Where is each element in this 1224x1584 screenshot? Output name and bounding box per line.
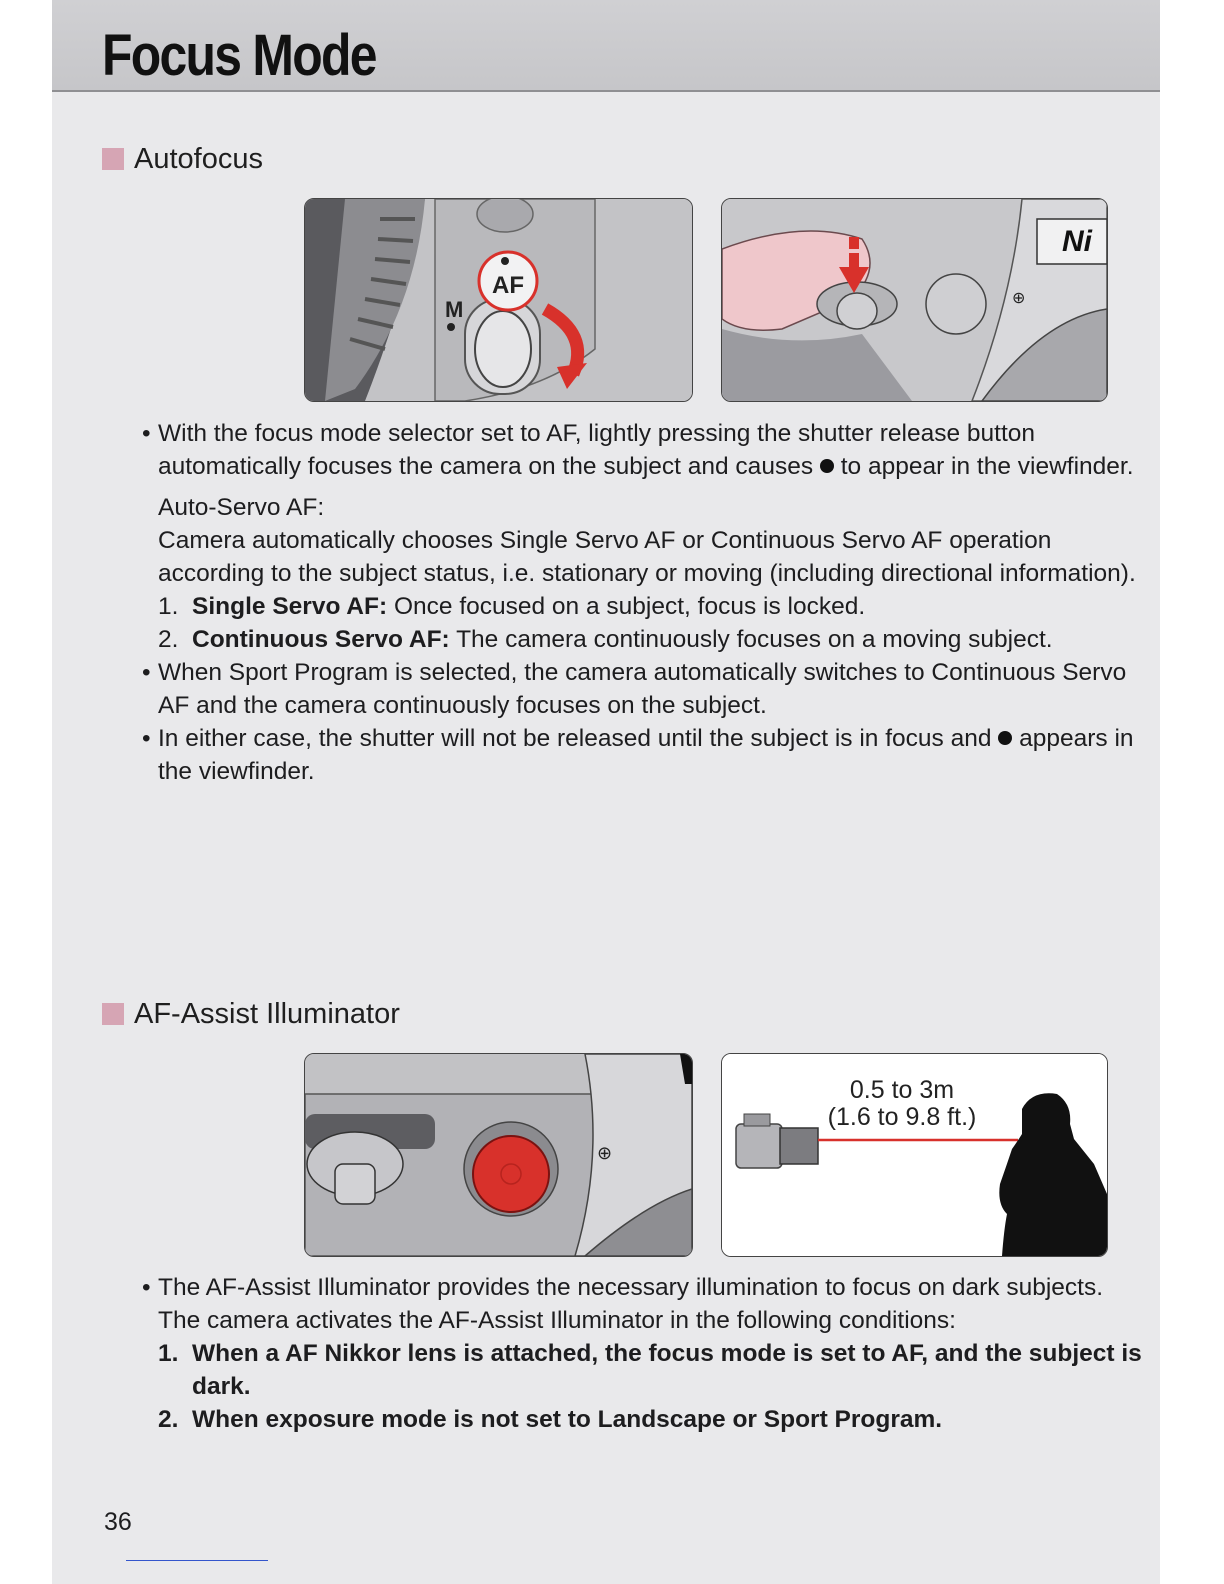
autofocus-text: [142, 417, 1142, 788]
autofocus-bullet-2: • When Sport Program is selected, the camera automatically switches to Continuous Servo AF and the camera continuously focuses on the subject.: [142, 656, 1142, 722]
page-title: Focus Mode: [102, 23, 376, 88]
header-band: [52, 0, 1160, 92]
section-marker-icon: [102, 1003, 124, 1025]
illuminator-range-illustration: [721, 1053, 1108, 1257]
svg-text:⊕: ⊕: [1012, 288, 1026, 307]
illuminator-illustration: [304, 1053, 693, 1257]
shutter-press-illustration: [721, 198, 1108, 402]
autofocus-bullet-1: • With the focus mode selector set to AF, lightly pressing the shutter release button automatically focuses the camera on the subject and causes to appear in the viewfinder.: [142, 417, 1142, 483]
focus-indicator-icon: [998, 731, 1012, 745]
manual-page: [52, 0, 1160, 1584]
illuminator-lamp-icon: [473, 1136, 549, 1212]
list-item: 1. Single Servo AF: Once focused on a subject, focus is locked.: [158, 593, 866, 620]
range-metric: 0.5 to 3m: [849, 1076, 955, 1104]
svg-text:⊕: ⊕: [597, 1143, 613, 1164]
range-imperial: (1.6 to 9.8 ft.): [827, 1103, 977, 1131]
af-assist-heading: AF-Assist Illuminator: [102, 998, 400, 1031]
list-item: 2. Continuous Servo AF: The camera continuously focuses on a moving subject.: [158, 626, 1053, 653]
auto-servo-description: Camera automatically chooses Single Servo AF or Continuous Servo AF operation according to the subject status, i.e. stationary or moving (including directional information).: [158, 527, 1136, 587]
autofocus-heading: Autofocus: [102, 143, 263, 176]
brand-text: Ni: [1062, 225, 1092, 258]
focus-selector-illustration: [304, 198, 693, 402]
af-assist-text: [142, 1271, 1142, 1436]
af-label: AF: [492, 272, 524, 299]
page-number: 36: [104, 1508, 132, 1536]
section-marker-icon: [102, 148, 124, 170]
link-underline: [126, 1560, 268, 1561]
focus-indicator-icon: [820, 459, 834, 473]
af-assist-bullet: • The AF-Assist Illuminator provides the necessary illumination to focus on dark subjects. The camera activates the AF-Assist Illuminator in the following conditions:: [142, 1271, 1142, 1337]
list-item: 2. When exposure mode is not set to Landscape or Sport Program.: [158, 1406, 943, 1433]
autofocus-bullet-3: • In either case, the shutter will not be released until the subject is in focus and appears in the viewfinder.: [142, 722, 1142, 788]
m-label: M: [445, 297, 464, 322]
auto-servo-label: Auto-Servo AF:: [158, 494, 325, 521]
list-item: 1. When a AF Nikkor lens is attached, the focus mode is set to AF, and the subject is dark.: [158, 1340, 1142, 1400]
